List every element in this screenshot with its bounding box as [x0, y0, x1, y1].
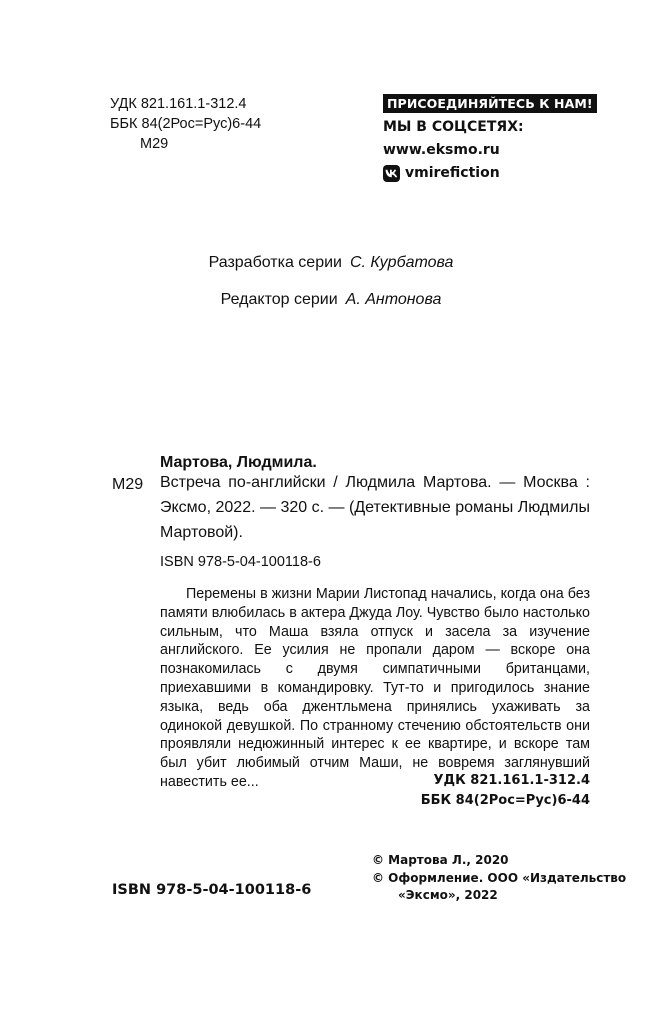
- vk-link[interactable]: [383, 162, 597, 185]
- join-us-badge: ПРИСОЕДИНЯЙТЕСЬ К НАМ!: [383, 94, 597, 113]
- copyright-author: © Мартова Л., 2020: [372, 853, 509, 867]
- isbn-record: ISBN 978-5-04-100118-6: [160, 554, 321, 570]
- series-editor-line: [0, 291, 662, 309]
- copyright-block: [372, 852, 626, 905]
- series-editor-name: А. Антонова: [345, 291, 442, 308]
- bbk-code: ББК 84(2Рос=Рус)6-44: [110, 116, 262, 132]
- author-mark: М29: [140, 136, 169, 152]
- classification-block-bottom: [300, 771, 590, 811]
- annotation-text: Перемены в жизни Марии Листопад начались, когда она без памяти влюбилась в актера Джуда Лоу. Чувство было настолько сильным, что Маша взяла отпуск и засела за изучение английского. Ее усилия не пропали даром — вскоре она познакомилась с двумя симпатичными британцами, приехавшими в командировку. Тут-то и пригодилось знание языка, ведь оба джентльмена принялись ухаживать за одинокой девушкой. По странному стечению обстоятельств они проявляли недюжинный интерес к ее квартире, и вскоре там был убит любимый отчим Маши, не вовремя заглянувший навестить ее...: [160, 586, 590, 790]
- bbk-code-bottom: ББК 84(2Рос=Рус)6-44: [420, 793, 590, 808]
- vk-icon: [383, 165, 400, 182]
- series-developer-name: С. Курбатова: [349, 254, 454, 271]
- udk-code-bottom: УДК 821.161.1-312.4: [433, 773, 590, 788]
- author-mark-code: М29: [112, 476, 144, 493]
- annotation: [160, 585, 590, 792]
- isbn-main: ISBN 978-5-04-100118-6: [112, 882, 312, 898]
- author-heading: Мартова, Людмила.: [160, 454, 317, 471]
- copyright-design: © Оформление. ООО «Издательство: [372, 870, 627, 885]
- series-editor-label: Редактор серии: [220, 291, 338, 308]
- series-developer-label: Разработка серии: [208, 254, 342, 271]
- bibliographic-description: Встреча по-английски / Людмила Мартова. — Москва : Эксмо, 2022. — 320 с. — (Детективные романы Людмилы Мартовой).: [160, 474, 590, 541]
- classification-block-top: [110, 94, 261, 154]
- series-developer-line: [0, 254, 662, 272]
- udk-code: УДК 821.161.1-312.4: [110, 96, 247, 112]
- copyright-publisher: «Эксмо», 2022: [398, 888, 498, 902]
- social-block: [383, 93, 597, 185]
- website-link[interactable]: www.eksmo.ru: [383, 142, 500, 158]
- social-subtitle: МЫ В СОЦСЕТЯХ:: [383, 119, 524, 135]
- vk-handle: vmirefiction: [405, 165, 500, 181]
